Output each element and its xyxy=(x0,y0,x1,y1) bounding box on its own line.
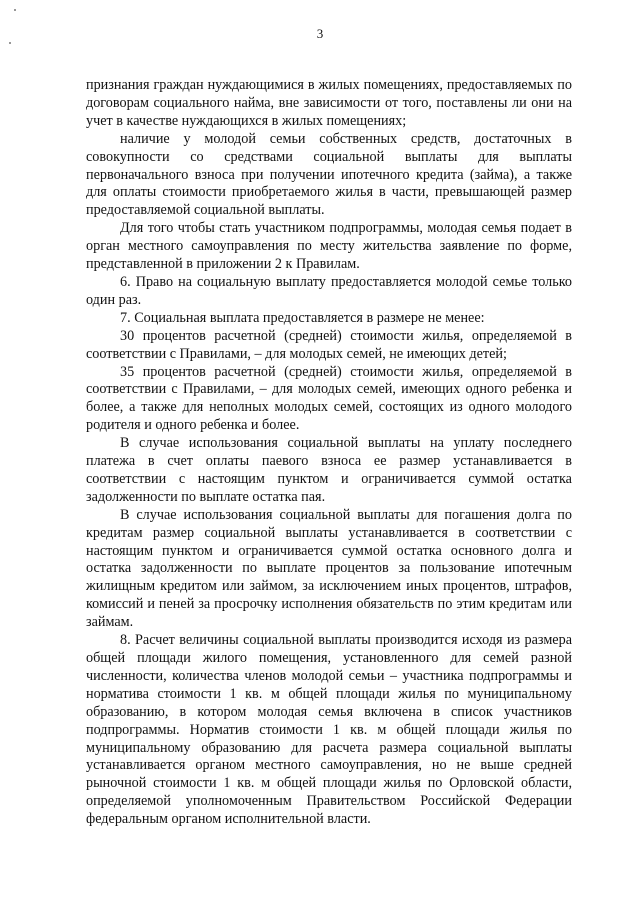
paragraph: 30 процентов расчетной (средней) стоимости жилья, определяемой в соответствии с Правилами, – для молодых семей, не имеющих детей; xyxy=(86,327,572,362)
page-number: 3 xyxy=(316,26,324,41)
paragraph: 8. Расчет величины социальной выплаты производится исходя из размера общей площади жилого помещения, установленного для семей разной численности, количества членов молодой семьи – участника подпрограммы и норматива стоимости 1 кв. м общей площади жилья по муниципальному образованию, в котором молодая семья включена в список участников подпрограммы. Норматив стоимости 1 кв. м общей площади жилья по муниципальному образованию для расчета размера социальной выплаты устанавливается органом местного самоуправления, но не выше средней рыночной стоимости 1 кв. м общей площади жилья по Орловской области, определяемой уполномоченным Правительством Российской Федерации федеральным органом исполнительной власти. xyxy=(86,632,572,828)
paragraph: Для того чтобы стать участником подпрограммы, молодая семья подает в орган местного самоуправления по месту жительства заявление по форме, представленной в приложении 2 к Правилам. xyxy=(86,220,572,273)
paragraph: В случае использования социальной выплаты на уплату последнего платежа в счет оплаты паевого взноса ее размер устанавливается в соответствии с настоящим пунктом и ограничивается суммой остатка задолженности по выплате остатка пая. xyxy=(86,435,572,505)
scan-speck xyxy=(14,9,16,11)
paragraph: В случае использования социальной выплаты для погашения долга по кредитам размер социальной выплаты устанавливается в соответствии с настоящим пунктом и ограничивается суммой остатка основного долга и остатка задолженности по выплате процентов за пользование ипотечным жилищным кредитом или займом, за исключением иных процентов, штрафов, комиссий и пеней за просрочку исполнения обязательств по этим кредитам или займам. xyxy=(86,506,572,631)
paragraph: 7. Социальная выплата предоставляется в размере не менее: xyxy=(120,309,485,326)
scan-speck xyxy=(9,42,11,44)
paragraph: наличие у молодой семьи собственных средств, достаточных в совокупности со средствами социальной выплаты для выплаты первоначального взноса при получении ипотечного кредита (займа), а также для оплаты стоимости приобретаемого жилья в части, превышающей размер предоставляемой социальной выплаты. xyxy=(86,130,572,219)
document-body xyxy=(86,77,572,829)
paragraph: 6. Право на социальную выплату предоставляется молодой семье только один раз. xyxy=(86,273,572,308)
paragraph: признания граждан нуждающимися в жилых помещениях, предоставляемых по договорам социального найма, вне зависимости от того, поставлены ли они на учет в качестве нуждающихся в жилых помещениях; xyxy=(86,77,572,129)
paragraph: 35 процентов расчетной (средней) стоимости жилья, определяемой в соответствии с Правилами, – для молодых семей, имеющих одного ребенка и более, а также для неполных молодых семей, состоящих из одного молодого родителя и одного ребенка и более. xyxy=(86,363,572,434)
